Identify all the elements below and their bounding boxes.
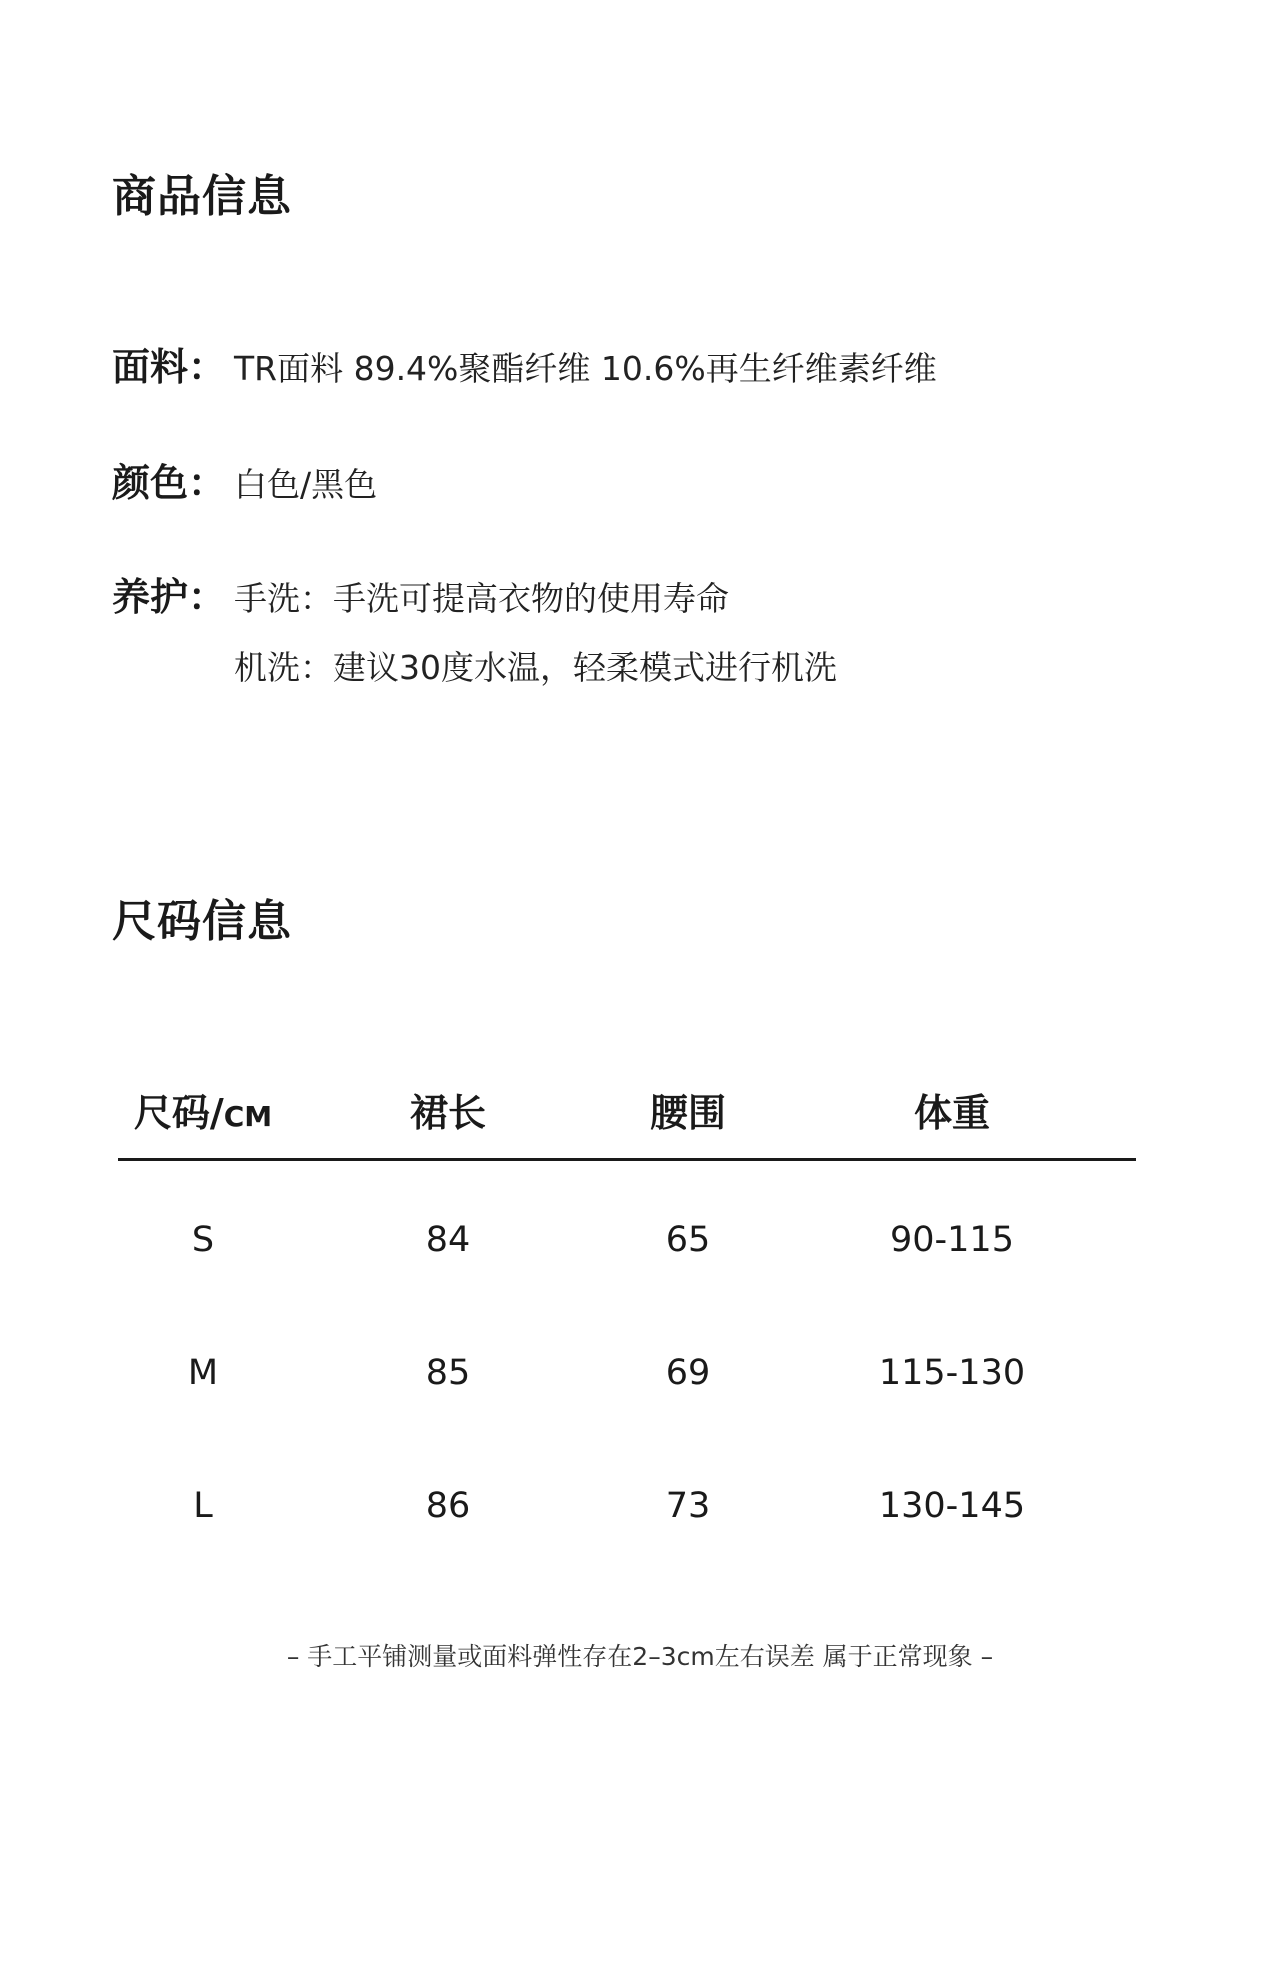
- cell-weight: 90-115: [890, 1219, 1014, 1260]
- cell-length: 86: [425, 1485, 471, 1526]
- care-hand-wash: 手洗：手洗可提高衣物的使用寿命: [234, 579, 729, 618]
- header-size-label: 尺码/: [133, 1090, 224, 1135]
- care-label: 养护：: [112, 575, 227, 619]
- fabric-label: 面料：: [112, 345, 227, 389]
- fabric-value: TR面料 89.4%聚酯纤维 10.6%再生纤维素纤维: [234, 349, 937, 388]
- header-size-unit: CM: [223, 1099, 273, 1133]
- table-row: [118, 1439, 1136, 1572]
- color-row: [112, 452, 377, 507]
- cell-waist: 69: [665, 1352, 711, 1393]
- header-size: [118, 1060, 288, 1160]
- care-instructions: [234, 579, 837, 687]
- header-waist: 腰围: [608, 1060, 768, 1160]
- product-info-title: 商品信息: [112, 171, 292, 222]
- table-row: [118, 1160, 1136, 1307]
- cell-weight: 115-130: [878, 1352, 1026, 1393]
- cell-waist: 65: [665, 1219, 711, 1260]
- cell-length: 85: [425, 1352, 471, 1393]
- color-label: 颜色：: [112, 461, 227, 505]
- fabric-row: [112, 336, 937, 391]
- cell-length: 84: [425, 1219, 471, 1260]
- header-weight: 体重: [768, 1060, 1136, 1160]
- cell-size: M: [187, 1352, 219, 1393]
- size-table-header: [118, 1060, 1136, 1160]
- cell-size: L: [193, 1485, 213, 1526]
- cell-size: S: [191, 1219, 215, 1260]
- care-row: [112, 566, 837, 687]
- cell-waist: 73: [665, 1485, 711, 1526]
- size-info-title: 尺码信息: [112, 896, 292, 947]
- color-value: 白色/黑色: [234, 465, 378, 504]
- measurement-footnote: – 手工平铺测量或面料弹性存在2–3cm左右误差 属于正常现象 –: [286, 1642, 994, 1671]
- size-table: [118, 1060, 1136, 1572]
- header-length: 裙长: [288, 1060, 608, 1160]
- care-machine-wash: 机洗：建议30度水温，轻柔模式进行机洗: [234, 648, 837, 687]
- table-row: [118, 1306, 1136, 1439]
- cell-weight: 130-145: [878, 1485, 1026, 1526]
